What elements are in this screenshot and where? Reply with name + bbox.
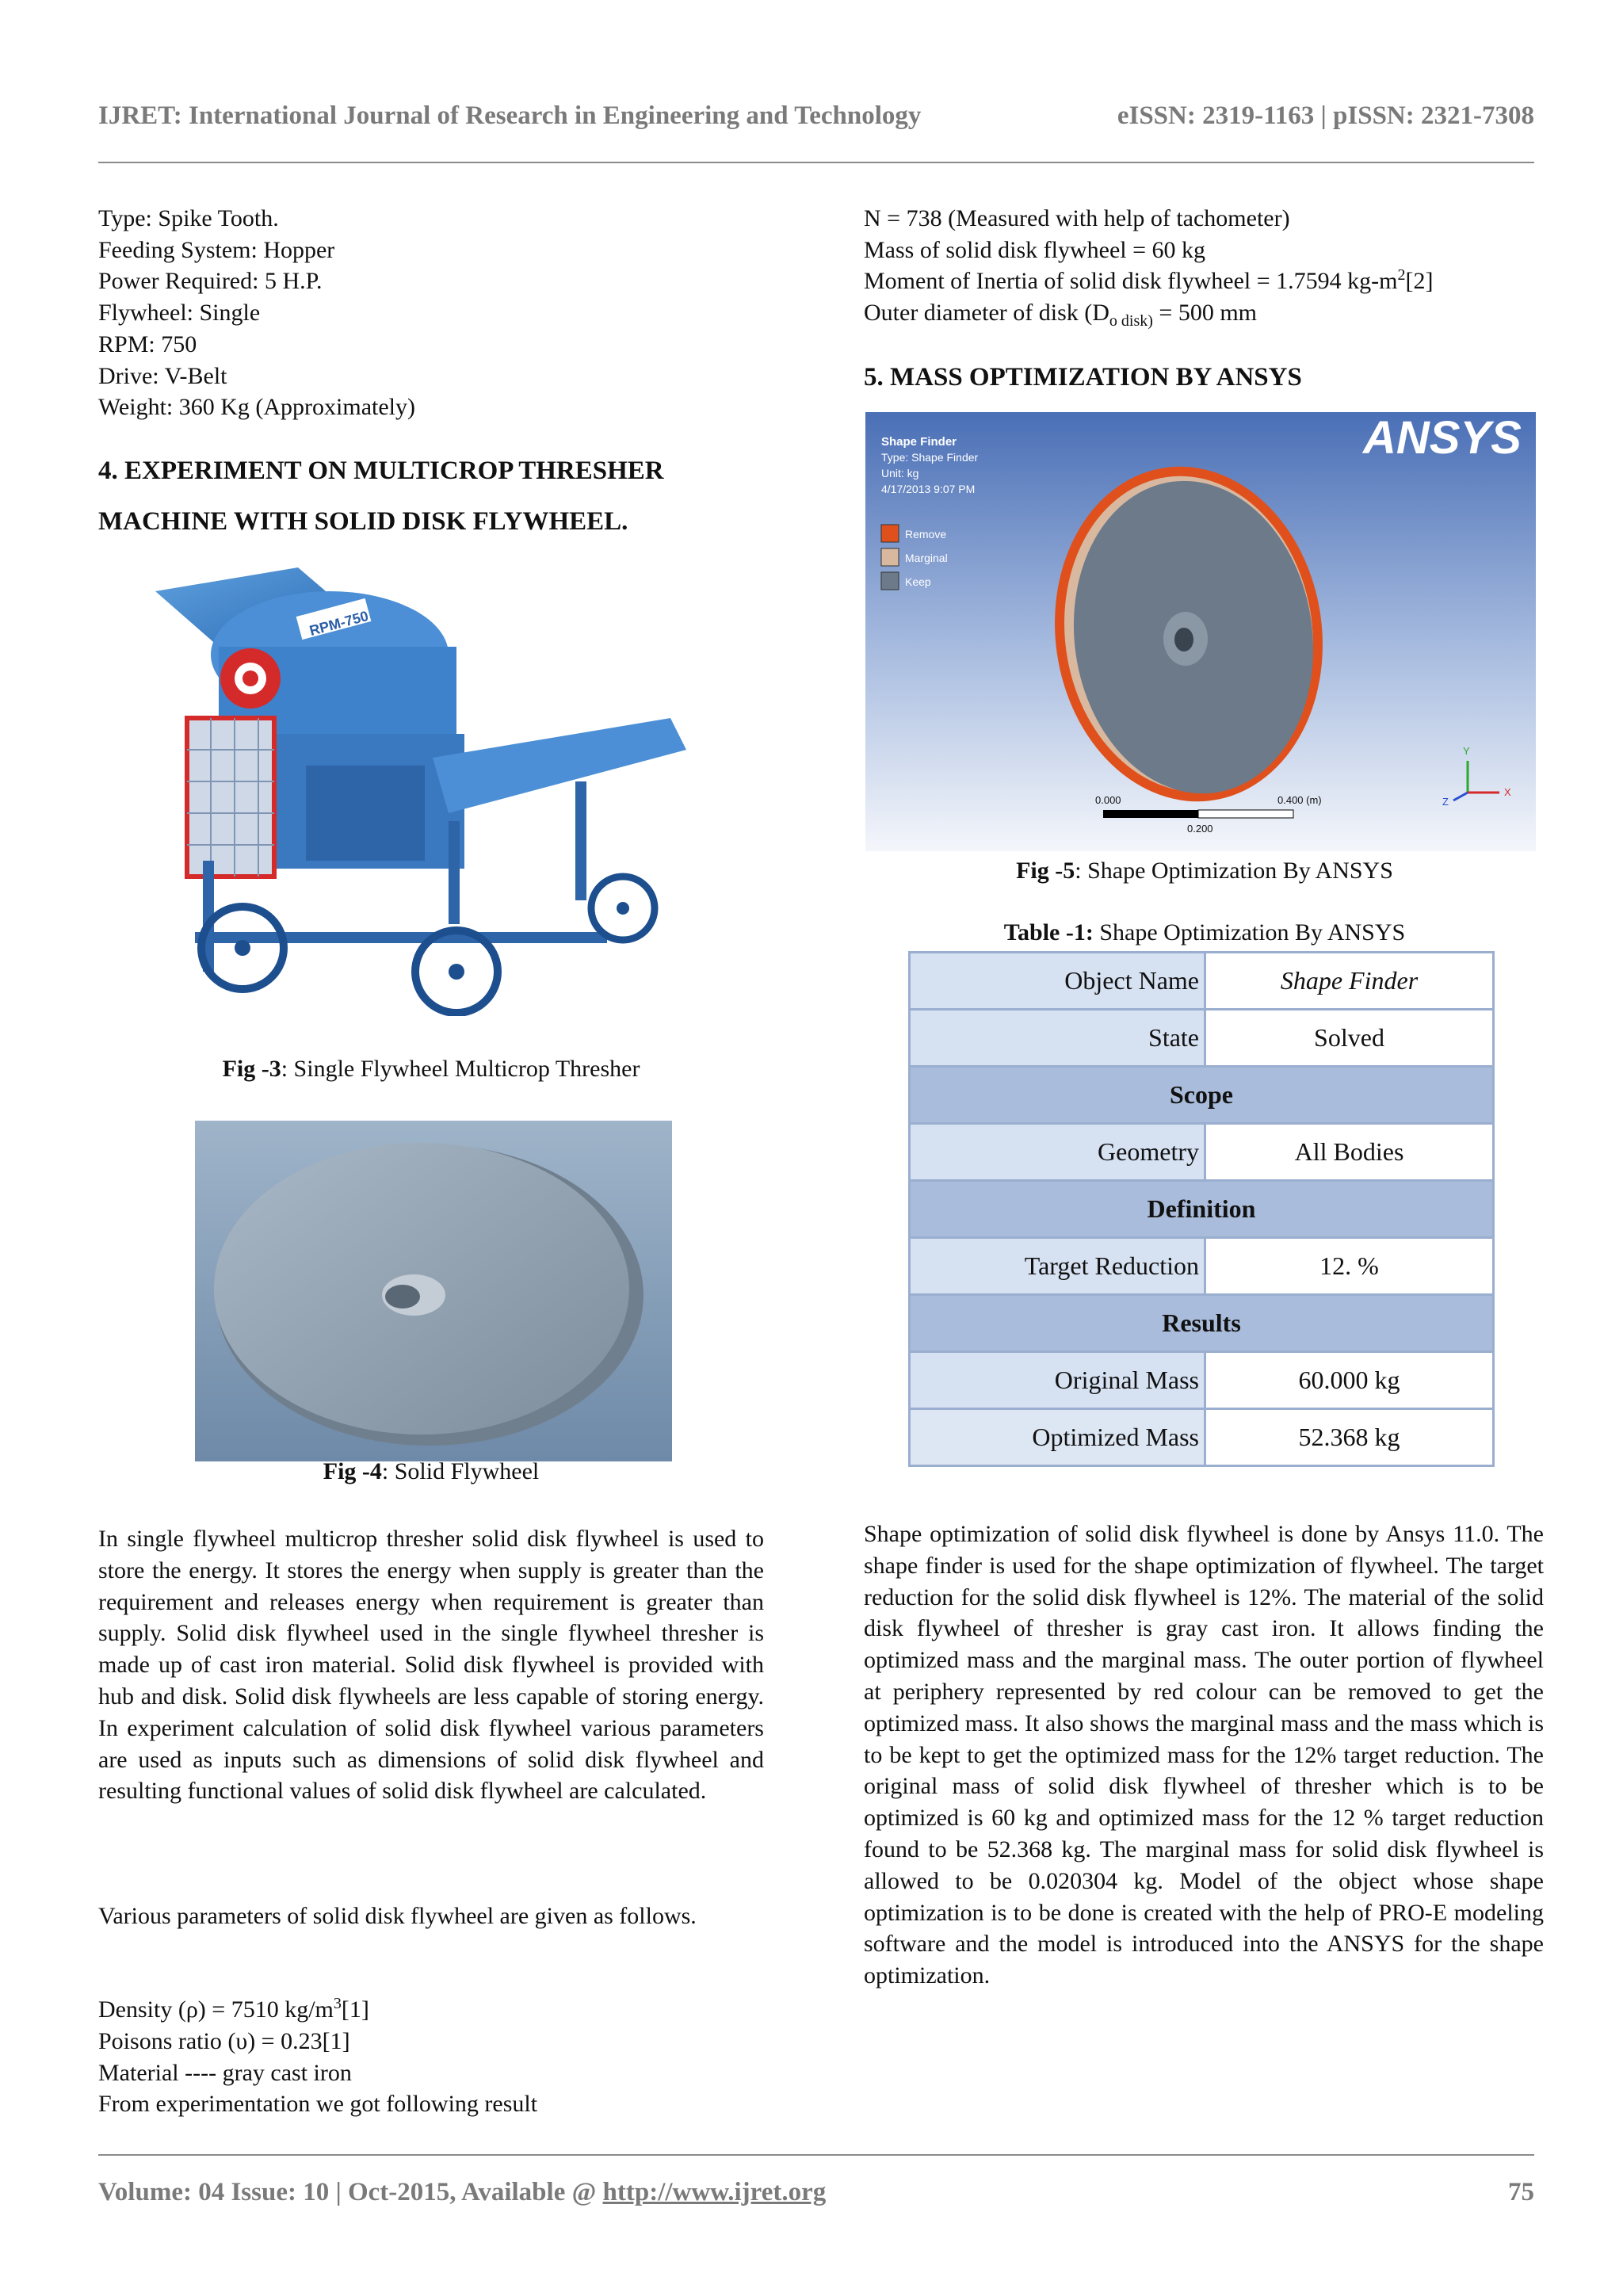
svg-text:X: X — [1504, 786, 1511, 798]
table-section-row — [910, 1067, 1494, 1124]
table-1-caption: Table -1: Shape Optimization By ANSYS — [1003, 919, 1406, 946]
svg-text:0.000: 0.000 — [1095, 794, 1121, 806]
parameter-list — [98, 1994, 764, 2120]
svg-text:0.200: 0.200 — [1187, 823, 1213, 835]
running-footer — [98, 2178, 1534, 2210]
spec-item: Feeding System: Hopper — [98, 236, 335, 263]
svg-text:Y: Y — [1463, 745, 1470, 757]
spec-item: Drive: V-Belt — [98, 362, 227, 389]
measure-mass: Mass of solid disk flywheel = 60 kg — [864, 236, 1206, 263]
section-4-heading-cont: MACHINE WITH SOLID DISK FLYWHEEL. — [98, 507, 628, 536]
page-number: 75 — [1508, 2178, 1534, 2206]
section-5-heading: 5. MASS OPTIMIZATION BY ANSYS — [864, 363, 1302, 392]
table-key: State — [910, 1010, 1205, 1067]
running-header — [98, 101, 1534, 133]
fig-5-caption: Fig -5: Shape Optimization By ANSYS — [1016, 858, 1393, 884]
table-key: Optimized Mass — [910, 1409, 1205, 1466]
solid-flywheel-render — [195, 1121, 672, 1461]
measure-od: Outer diameter of disk ($D_{o disk)} = 500$ mm — [864, 300, 1257, 330]
fig-3-caption: Fig -3: Single Flywheel Multicrop Thresher — [222, 1056, 640, 1082]
table-row — [910, 953, 1494, 1010]
journal-url-link[interactable]: http://www.ijret.org — [602, 2178, 827, 2206]
paragraph-flywheel-description: In single flywheel multicrop thresher solid disk flywheel is used to store the energy. It stores the energy when supply is greater than the requirement and releases energy when requirement is greater than supply. Solid disk flywheel used in the single flywheel thresher is made up of cast iron material. Solid disk flywheel is provided with hub and disk. Solid disk flywheels are less capable of storing energy. In experiment calculation of solid disk flywheel various parameters are used as inputs such as dimensions of solid disk flywheel and resulting functional values of solid disk flywheel are calculated. — [98, 1526, 764, 1805]
svg-text:Z: Z — [1442, 796, 1449, 808]
ansys-logo: ANSYS — [1363, 412, 1522, 464]
spec-item: RPM: 750 — [98, 330, 197, 357]
spec-item: Weight: 360 Kg (Approximately) — [98, 394, 416, 421]
svg-text:4/17/2013 9:07 PM: 4/17/2013 9:07 PM — [881, 483, 976, 495]
svg-text:RPM-750: RPM-750 — [307, 607, 370, 639]
measure-rpm: N = 738 (Measured with help of tachometer) — [864, 205, 1290, 231]
table-row — [910, 1010, 1494, 1067]
header-rule — [98, 162, 1534, 163]
volume-info: Volume: 04 Issue: 10 | Oct-2015, Available @ http://www.ijret.org — [98, 2178, 827, 2206]
svg-text:Remove: Remove — [905, 528, 947, 541]
table-section: Results — [910, 1295, 1494, 1352]
spec-item: Power Required: 5 H.P. — [98, 268, 323, 295]
svg-text:Type: Shape Finder: Type: Shape Finder — [881, 451, 979, 464]
param-poisson: Poisons ratio (υ) = 0.23[1] — [98, 2027, 350, 2054]
shape-optimization-table — [908, 951, 1495, 1467]
table-value: Shape Finder — [1205, 953, 1494, 1010]
measure-moi: Moment of Inertia of solid disk flywheel = 1.7594 $kg-m^2[2]$ — [864, 266, 1434, 295]
table-section-row — [910, 1295, 1494, 1352]
spec-item: Flywheel: Single — [98, 300, 261, 327]
table-value: 12. % — [1205, 1238, 1494, 1295]
table-row — [910, 1124, 1494, 1181]
svg-text:Keep: Keep — [905, 575, 931, 588]
table-row — [910, 1409, 1494, 1466]
table-value: Solved — [1205, 1010, 1494, 1067]
table-row — [910, 1352, 1494, 1409]
svg-text:0.400 (m): 0.400 (m) — [1277, 794, 1322, 806]
fig-4-caption: Fig -4: Solid Flywheel — [323, 1458, 540, 1484]
svg-text:Unit: kg: Unit: kg — [881, 467, 919, 479]
table-section-row — [910, 1181, 1494, 1238]
param-material: Material ---- gray cast iron — [98, 2059, 352, 2086]
table-value: All Bodies — [1205, 1124, 1494, 1181]
ansys-shape-finder-figure — [865, 412, 1536, 851]
section-4-heading: 4. EXPERIMENT ON MULTICROP THRESHER — [98, 457, 664, 485]
table-key: Geometry — [910, 1124, 1205, 1181]
table-value: 52.368 kg — [1205, 1409, 1494, 1466]
spec-item: Type: Spike Tooth. — [98, 205, 279, 231]
table-section: Scope — [910, 1067, 1494, 1124]
footer-rule — [98, 2154, 1534, 2156]
param-density: Density (ρ) = 7510 $kg/m^3[1]$ — [98, 1995, 369, 2023]
param-result: From experimentation we got following result — [98, 2091, 538, 2118]
svg-text:Shape Finder: Shape Finder — [881, 435, 957, 449]
thresher-photo — [132, 560, 710, 1016]
measurement-list — [864, 203, 1545, 329]
journal-title: IJRET: International Journal of Research in Engineering and Technology — [98, 101, 922, 130]
paragraph-parameters-intro: Various parameters of solid disk flywheel are given as follows. — [98, 1903, 697, 1929]
issn: eISSN: 2319-1163 | pISSN: 2321-7308 — [1117, 101, 1534, 130]
table-key: Target Reduction — [910, 1238, 1205, 1295]
table-section: Definition — [910, 1181, 1494, 1238]
table-key: Original Mass — [910, 1352, 1205, 1409]
svg-text:Marginal: Marginal — [905, 552, 948, 564]
table-value: 60.000 kg — [1205, 1352, 1494, 1409]
paragraph-shape-optimization: Shape optimization of solid disk flywheel is done by Ansys 11.0. The shape finder is used for the shape optimization of flywheel. The target reduction for the solid disk flywheel is 12%. The material of the solid disk flywheel of thresher is gray cast iron. It allows finding the optimized mass and the marginal mass. The outer portion of flywheel at periphery represented by red colour can be removed to get the optimized mass. It also shows the marginal mass and the mass which is to be kept to get the optimized mass for the 12% target reduction. The original mass of solid disk flywheel of thresher which is to be optimized is 60 kg and optimized mass for the 12 % target reduction found to be 52.368 kg. The marginal mass for solid disk flywheel is allowed to be 0.020304 kg. Model of the object whose shape optimization is to be done is created with the help of PRO-E modeling software and the model is introduced into the ANSYS for the shape optimization. — [864, 1521, 1544, 1989]
table-key: Object Name — [910, 953, 1205, 1010]
table-row — [910, 1238, 1494, 1295]
spec-list — [98, 203, 764, 423]
